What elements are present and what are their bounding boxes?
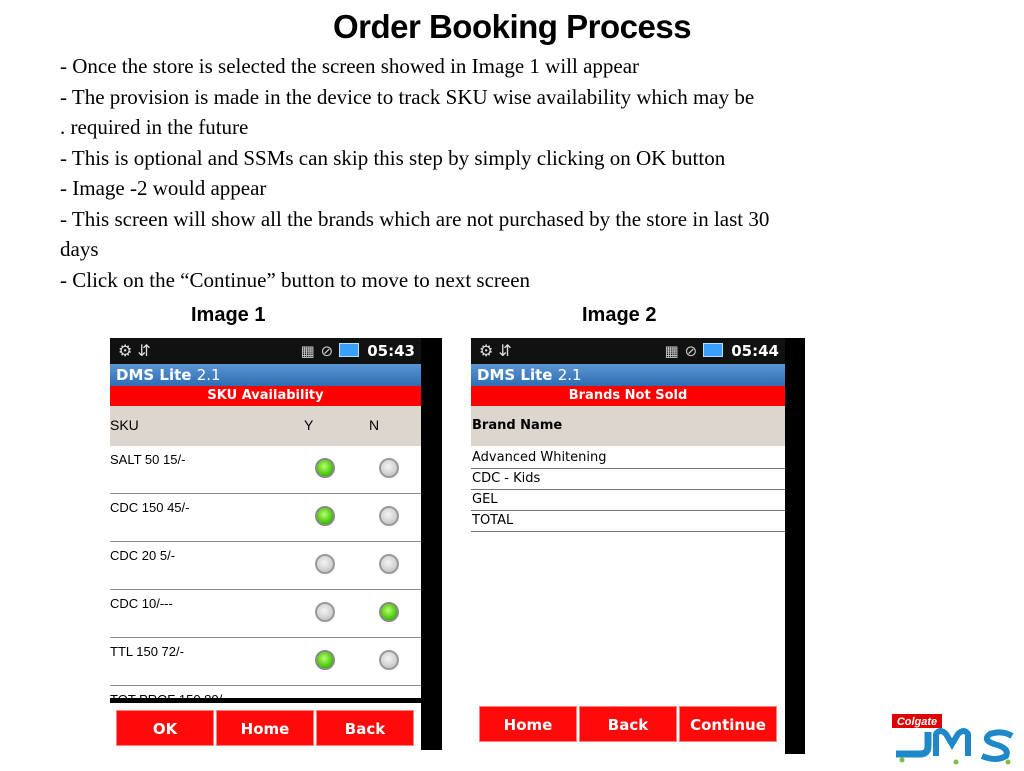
battery-icon xyxy=(339,343,359,357)
instruction-list xyxy=(60,51,960,295)
radio-n[interactable] xyxy=(379,602,399,622)
radio-y[interactable] xyxy=(315,602,335,622)
instruction-line: . required in the future xyxy=(60,115,249,139)
instruction-line: - Click on the “Continue” button to move to next screen xyxy=(60,267,531,292)
app-name: DMS Lite xyxy=(116,366,192,384)
sku-name: CDC 150 45/- xyxy=(110,500,190,515)
no-signal-icon: ⊘ xyxy=(320,342,334,360)
brand-list xyxy=(471,448,785,532)
instruction-line: - The provision is made in the device to track SKU wise availability which may be xyxy=(60,84,755,109)
radio-n[interactable] xyxy=(379,506,399,526)
phone-screenshot-2 xyxy=(471,338,805,754)
home-button[interactable]: Home xyxy=(479,706,577,742)
logo-brand-text: Colgate xyxy=(896,716,938,728)
app-title-bar xyxy=(471,364,785,386)
sku-list xyxy=(110,446,421,733)
phone-screenshot-1 xyxy=(110,338,442,750)
button-bar xyxy=(110,698,421,755)
no-signal-icon: ⊘ xyxy=(684,342,698,360)
image-2-label: Image 2 xyxy=(582,304,657,326)
home-button[interactable]: Home xyxy=(216,710,314,746)
colgate-dms-logo xyxy=(890,712,1022,766)
col-brand-name: Brand Name xyxy=(472,418,563,433)
sku-availability-screen xyxy=(110,338,421,750)
table-row xyxy=(110,494,421,542)
back-button[interactable]: Back xyxy=(579,706,677,742)
dms-logo-icon xyxy=(890,712,1022,766)
radio-y[interactable] xyxy=(315,458,335,478)
section-header: Brands Not Sold xyxy=(471,386,785,406)
radio-n[interactable] xyxy=(379,650,399,670)
instruction-line: - Once the store is selected the screen showed in Image 1 will appear xyxy=(60,54,640,78)
sku-name: CDC 20 5/- xyxy=(110,548,176,563)
sku-name: SALT 50 15/- xyxy=(110,452,186,467)
table-row xyxy=(110,446,421,494)
col-y: Y xyxy=(304,417,314,433)
status-right xyxy=(300,342,415,360)
section-header: SKU Availability xyxy=(110,386,421,406)
logo-text: DMS xyxy=(1021,765,1024,766)
list-item[interactable]: TOTAL xyxy=(471,511,785,532)
table-row xyxy=(110,542,421,590)
radio-n[interactable] xyxy=(379,554,399,574)
back-button[interactable]: Back xyxy=(316,710,414,746)
instruction-line: - This screen will show all the brands which are not purchased by the store in last 30 xyxy=(60,206,770,231)
table-header xyxy=(471,406,785,446)
sku-name: CDC 10/--- xyxy=(110,596,173,611)
list-item[interactable]: GEL xyxy=(471,490,785,511)
clock: 05:43 xyxy=(367,342,415,360)
app-title-bar xyxy=(110,364,421,386)
sim-icon: ▦ xyxy=(664,342,679,360)
list-item[interactable]: CDC - Kids xyxy=(471,469,785,490)
sku-name: TTL 150 72/- xyxy=(110,644,184,659)
page-title: Order Booking Process xyxy=(332,8,692,45)
continue-button[interactable]: Continue xyxy=(679,706,777,742)
radio-y[interactable] xyxy=(315,554,335,574)
status-right xyxy=(664,342,779,360)
radio-y[interactable] xyxy=(315,650,335,670)
radio-y[interactable] xyxy=(315,506,335,526)
status-bar xyxy=(471,338,785,364)
instruction-line: - Image -2 would appear xyxy=(60,176,267,200)
ok-button[interactable]: OK xyxy=(116,710,214,746)
app-version: 2.1 xyxy=(557,366,582,384)
radio-n[interactable] xyxy=(379,458,399,478)
col-sku: SKU xyxy=(110,417,139,433)
button-bar xyxy=(471,702,785,754)
table-row xyxy=(110,638,421,686)
app-version: 2.1 xyxy=(196,366,221,384)
table-row xyxy=(110,590,421,638)
list-item[interactable]: Advanced Whitening xyxy=(471,448,785,469)
instruction-line: days xyxy=(60,237,99,261)
status-bar xyxy=(110,338,421,364)
sim-icon: ▦ xyxy=(300,342,315,360)
battery-icon xyxy=(703,343,723,357)
clock: 05:44 xyxy=(731,342,779,360)
android-usb-icon: ⚙ ⇵ xyxy=(118,341,151,360)
image-1-label: Image 1 xyxy=(191,304,266,326)
app-name: DMS Lite xyxy=(477,366,553,384)
table-header xyxy=(110,406,421,446)
instruction-line: - This is optional and SSMs can skip this step by simply clicking on OK button xyxy=(60,145,726,170)
col-n: N xyxy=(369,417,380,433)
brands-not-sold-screen xyxy=(471,338,785,754)
android-usb-icon: ⚙ ⇵ xyxy=(479,341,512,360)
